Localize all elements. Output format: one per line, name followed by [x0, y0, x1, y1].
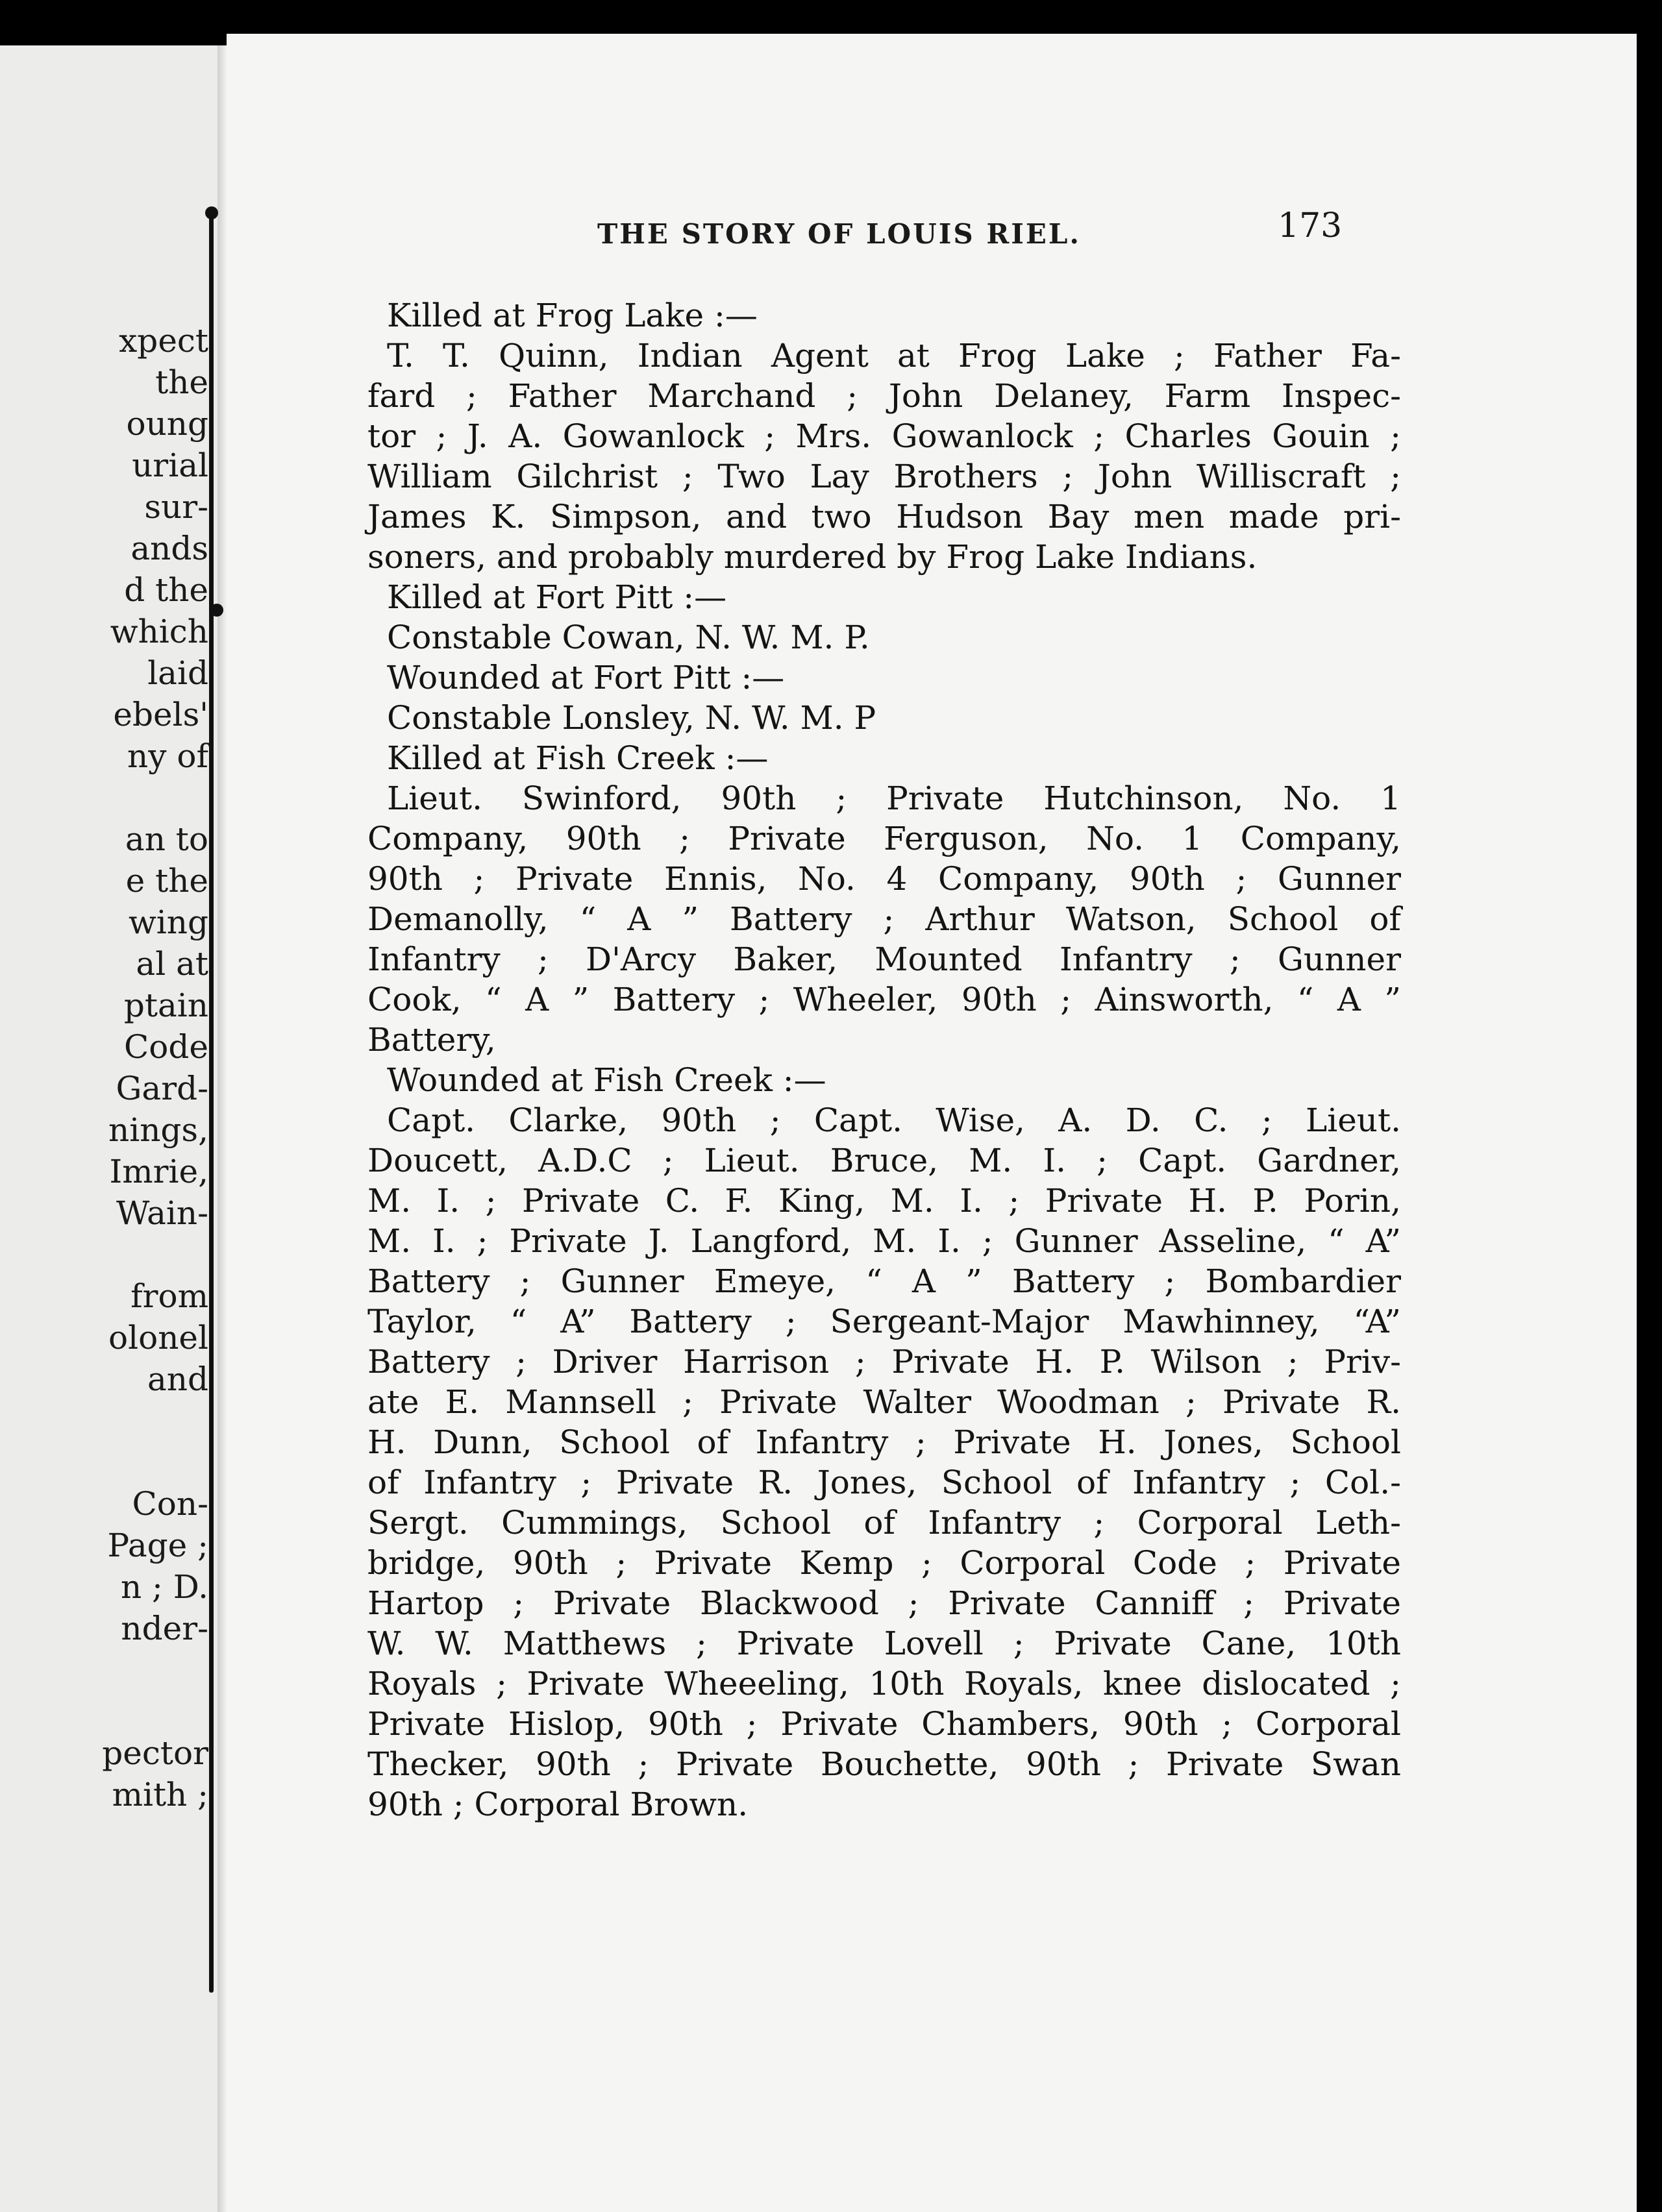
left-page-line: an to — [125, 820, 208, 858]
binding-knot — [205, 206, 218, 219]
left-page-line: pector — [102, 1734, 208, 1772]
text-line: ate E. Mannsell ; Private Walter Woodman ; Private R. — [367, 1383, 1401, 1421]
left-page-line: Con- — [132, 1485, 208, 1523]
text-line: James K. Simpson, and two Hudson Bay men made pri- — [367, 498, 1401, 535]
left-page-line: d the — [124, 571, 208, 609]
left-page-line: oung — [126, 405, 208, 443]
left-page-line: ands — [130, 530, 208, 567]
left-page-line: ptain — [123, 987, 208, 1024]
text-line: Hartop ; Private Blackwood ; Private Canniff ; Private — [367, 1584, 1401, 1622]
text-line: 90th ; Private Ennis, No. 4 Company, 90th ; Gunner — [367, 860, 1401, 898]
left-page-line: al at — [136, 945, 208, 983]
section-heading: Killed at Fort Pitt :— — [387, 578, 727, 616]
left-page-line: urial — [132, 447, 208, 484]
text-line: Thecker, 90th ; Private Bouchette, 90th ; Private Swan — [367, 1745, 1401, 1783]
left-page-line: e the — [125, 862, 208, 900]
text-line: Infantry ; D'Arcy Baker, Mounted Infantry ; Gunner — [367, 940, 1401, 978]
section-heading: Killed at Fish Creek :— — [387, 739, 769, 777]
section-heading: Wounded at Fort Pitt :— — [387, 659, 785, 696]
page-number: 173 — [1278, 206, 1343, 245]
text-line: Constable Cowan, N. W. M. P. — [387, 619, 870, 656]
text-line: Taylor, “ A” Battery ; Sergeant-Major Mawhinney, “A” — [367, 1303, 1401, 1340]
binding-knot — [210, 604, 223, 617]
left-page-line: wing — [129, 903, 208, 941]
text-line: M. I. ; Private C. F. King, M. I. ; Private H. P. Porin, — [367, 1182, 1401, 1220]
text-line: soners, and probably murdered by Frog Lake Indians. — [367, 538, 1258, 576]
left-page-line: mith ; — [112, 1776, 208, 1813]
left-page-line: nder- — [121, 1610, 208, 1647]
left-page-line: olonel — [108, 1319, 208, 1357]
text-line: Doucett, A.D.C ; Lieut. Bruce, M. I. ; Capt. Gardner, — [367, 1142, 1401, 1179]
binding-spine — [209, 208, 214, 1993]
left-page-line: Gard- — [116, 1070, 208, 1107]
text-line: Demanolly, “ A ” Battery ; Arthur Watson, School of — [367, 900, 1401, 938]
text-line: Private Hislop, 90th ; Private Chambers, 90th ; Corporal — [367, 1705, 1401, 1743]
left-page-fragment — [0, 45, 217, 2212]
text-line: tor ; J. A. Gowanlock ; Mrs. Gowanlock ; Charles Gouin ; — [367, 417, 1401, 455]
text-line: fard ; Father Marchand ; John Delaney, Farm Inspec- — [367, 377, 1401, 415]
text-line: Sergt. Cummings, School of Infantry ; Corporal Leth- — [367, 1504, 1401, 1542]
left-page-line: Wain- — [116, 1194, 208, 1232]
text-line: of Infantry ; Private R. Jones, School of Infantry ; Col.- — [367, 1464, 1401, 1501]
left-page-line: n ; D. — [120, 1568, 208, 1606]
left-page-line: from — [130, 1277, 208, 1315]
section-heading: Killed at Frog Lake :— — [387, 297, 758, 334]
left-page-line: Imrie, — [109, 1153, 208, 1190]
text-line: Royals ; Private Wheeeling, 10th Royals, knee dislocated ; — [367, 1665, 1401, 1702]
text-line: 90th ; Corporal Brown. — [367, 1786, 749, 1823]
text-line: Lieut. Swinford, 90th ; Private Hutchinson, No. 1 — [387, 780, 1401, 817]
gutter — [217, 45, 227, 2212]
text-line: Constable Lonsley, N. W. M. P — [387, 699, 876, 737]
page-edge-shadow — [1637, 26, 1662, 2212]
text-line: bridge, 90th ; Private Kemp ; Corporal Code ; Private — [367, 1544, 1401, 1582]
text-line: T. T. Quinn, Indian Agent at Frog Lake ; Father Fa- — [387, 337, 1401, 375]
left-page-line: xpect — [119, 322, 208, 360]
left-page-line: ebels' — [113, 696, 208, 733]
text-line: Battery ; Driver Harrison ; Private H. P. Wilson ; Priv- — [367, 1343, 1401, 1381]
left-page-line: Code — [124, 1028, 208, 1066]
running-header: THE STORY OF LOUIS RIEL. — [597, 218, 1082, 250]
text-line: H. Dunn, School of Infantry ; Private H. Jones, School — [367, 1423, 1401, 1461]
left-page-line: nings, — [108, 1111, 208, 1149]
text-line: W. W. Matthews ; Private Lovell ; Private Cane, 10th — [367, 1625, 1401, 1662]
left-page-line: which — [110, 613, 208, 650]
text-line: Cook, “ A ” Battery ; Wheeler, 90th ; Ainsworth, “ A ” — [367, 981, 1401, 1018]
section-heading: Wounded at Fish Creek :— — [387, 1061, 826, 1099]
text-line: Capt. Clarke, 90th ; Capt. Wise, A. D. C. ; Lieut. — [387, 1101, 1401, 1139]
left-page-line: and — [147, 1360, 208, 1398]
left-page-line: the — [155, 363, 208, 401]
text-line: Battery, — [367, 1021, 496, 1059]
text-line: M. I. ; Private J. Langford, M. I. ; Gunner Asseline, “ A” — [367, 1222, 1401, 1260]
text-line: William Gilchrist ; Two Lay Brothers ; John Williscraft ; — [367, 458, 1401, 495]
casualty-list — [367, 295, 1401, 1825]
left-page-line: Page ; — [107, 1527, 208, 1564]
text-line: Battery ; Gunner Emeye, “ A ” Battery ; Bombardier — [367, 1262, 1401, 1300]
left-page-line: ny of — [127, 737, 208, 775]
left-page-line: laid — [147, 654, 208, 692]
left-page-line: sur- — [144, 488, 208, 526]
text-line: Company, 90th ; Private Ferguson, No. 1 Company, — [367, 820, 1401, 857]
